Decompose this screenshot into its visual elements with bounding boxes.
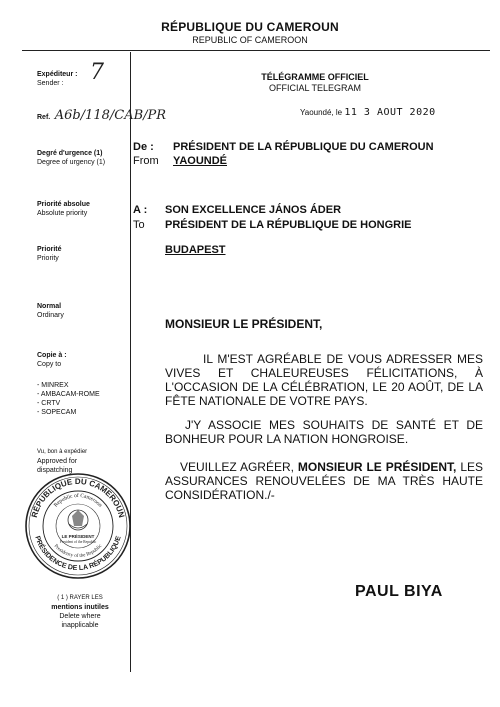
footnote-line: ( 1 ) RAYER LES [57,595,103,601]
paragraph-3-end: LES ASSURANCES RENOUVELÉES DE MA TRÈS HAUTE CONSIDÉRATION./- [165,460,483,502]
normal-block [37,302,64,320]
footnote-line: inapplicable [61,622,99,629]
from-line-2: YAOUNDÉ [173,155,227,167]
paragraph-1: IL M'EST AGRÉABLE DE VOUS ADRESSER MES VIVES ET CHALEUREUSES FÉLICITATIONS, À L'OCCASION DE LA CÉLÉBRATION, LE 20 AOÛT, DE LA FÊTE NATIONALE DE VOTRE PAYS. [165,352,483,408]
date-line [300,107,436,118]
sender-value: 7 [90,60,104,85]
republic-title-fr: RÉPUBLIQUE DU CAMEROUN [161,20,339,34]
absolute-priority-en: Absolute priority [37,210,88,217]
copy-label-fr: Copie à : [37,352,67,359]
salutation: MONSIEUR LE PRÉSIDENT, [165,317,323,331]
svg-text:RÉPUBLIQUE DU CAMEROUN: RÉPUBLIQUE DU CAMEROUN [29,476,127,519]
presidential-seal [24,472,132,580]
footnote-line: Delete where [59,613,101,620]
republic-title-en: REPUBLIC OF CAMEROON [192,35,308,45]
from-label-en: From [133,155,159,167]
sender-label-fr: Expéditeur : [37,71,78,78]
to-city: BUDAPEST [165,244,226,256]
sender-block [37,70,77,88]
footnote-block [30,594,130,630]
footnote-line: mentions inutiles [51,604,109,611]
to-label-en: To [133,219,145,231]
urgency-block [37,149,105,167]
priority-block [37,245,62,263]
urgency-label-en: Degree of urgency (1) [37,159,106,166]
paragraph-3 [165,460,483,502]
ref-block [37,106,166,124]
to-line-2: PRÉSIDENT DE LA RÉPUBLIQUE DE HONGRIE [165,219,412,231]
ref-value: A6b/118/CAB/PR [54,108,167,123]
normal-en: Ordinary [37,312,64,319]
to-label-fr: A : [133,204,148,216]
priority-fr: Priorité [37,246,62,253]
from-label-fr: De : [133,141,154,153]
ref-label: Ref. [37,114,51,121]
svg-text:Presidency of the Republic: Presidency of the Republic [52,543,104,560]
approval-fr: Vu, bon à expédier [37,449,88,455]
paragraph-3-address: MONSIEUR LE PRÉSIDENT, [297,460,457,474]
telegram-title-fr: TÉLÉGRAMME OFFICIEL [261,72,369,82]
svg-text:PRÉSIDENCE DE LA RÉPUBLIQUE: PRÉSIDENCE DE LA RÉPUBLIQUE [33,535,123,573]
copy-label-en: Copy to [37,361,62,368]
from-line-1: PRÉSIDENT DE LA RÉPUBLIQUE DU CAMEROUN [173,141,434,153]
svg-text:President of the Republic: President of the Republic [59,540,97,544]
signature-name: PAUL BIYA [355,583,443,600]
copy-item: - AMBACAM-ROME [37,391,100,398]
svg-text:Republic of Cameroon: Republic of Cameroon [52,492,104,509]
header-rule [22,50,490,51]
paragraph-2: J'Y ASSOCIE MES SOUHAITS DE SANTÉ ET DE BONHEUR POUR LA NATION HONGROISE. [165,418,483,446]
absolute-priority-block [37,200,90,218]
telegram-title-en: OFFICIAL TELEGRAM [268,83,362,93]
copy-item: - CRTV [37,400,61,407]
approval-en-1: Approved for [37,458,78,465]
priority-en: Priority [37,255,59,262]
copy-block [37,351,100,417]
normal-fr: Normal [37,303,62,310]
sender-label-en: Sender : [37,80,64,87]
approval-block [37,448,87,475]
approval-en-2: dispatching [37,467,73,474]
seal-icon [24,472,132,580]
to-line-1: SON EXCELLENCE JÁNOS ÁDER [165,204,342,216]
paragraph-3-start: VEUILLEZ AGRÉER, [180,460,294,474]
copy-item: - SOPECAM [37,409,77,416]
svg-text:LE PRÉSIDENT: LE PRÉSIDENT [61,534,95,539]
date-stamp: 11 3 AOUT 2020 [344,107,436,118]
date-prefix: Yaoundé, le [300,108,343,117]
absolute-priority-fr: Priorité absolue [37,201,90,208]
urgency-label-fr: Degré d'urgence (1) [37,150,103,157]
copy-item: - MINREX [37,382,69,389]
